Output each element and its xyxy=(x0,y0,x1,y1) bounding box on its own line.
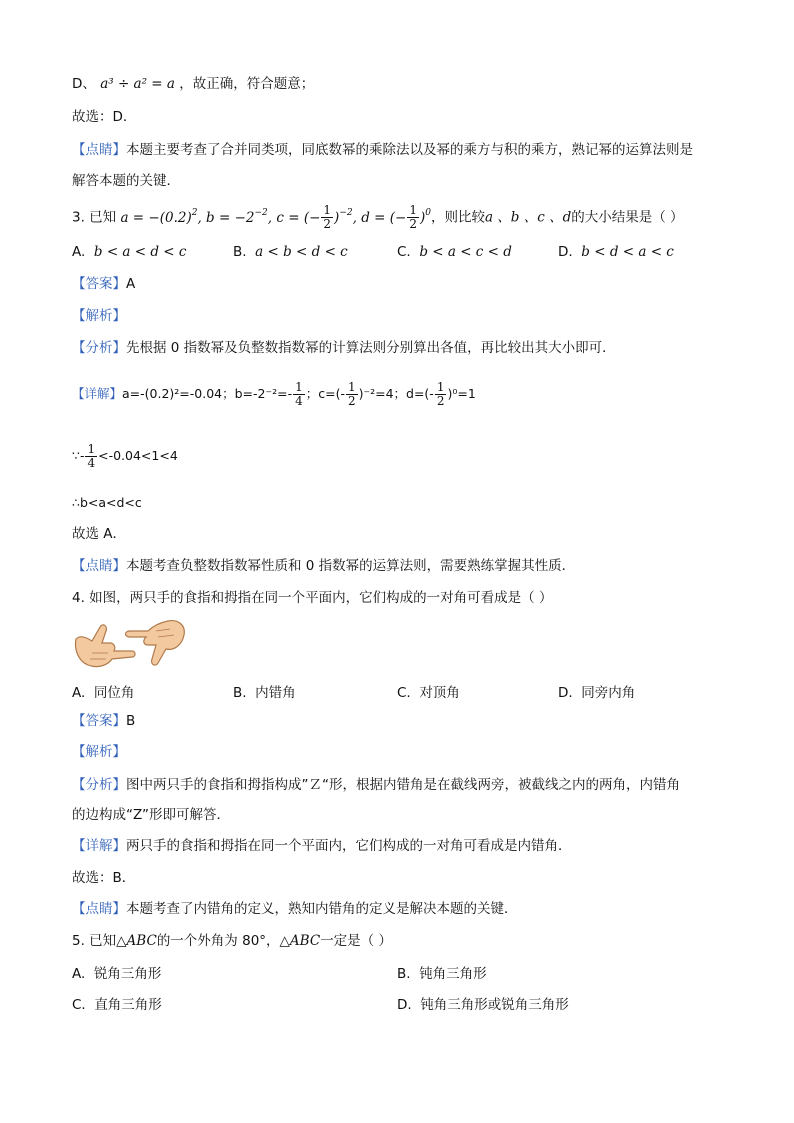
hands-figure xyxy=(72,617,188,671)
fraction: $\frac{1}{2}$ xyxy=(436,380,445,408)
tag-detail: 【详解】 xyxy=(72,386,123,401)
q3-because: ∵- $\frac{1}{4}$ <-0.04<1<4 xyxy=(72,442,178,470)
q3-stem: 3. 已知 $a = -(0.2)^2$, $b = -2^{-2}$, c = (− $\frac{1}{2}$ )$^{-2}$, d = (− $\frac{1}{2}$ )$^0$，则比较a 、b 、c 、d的大小结果是（ ） xyxy=(72,203,684,231)
tag-dianjing: 【点睛】 xyxy=(72,142,126,158)
q5-stem: 5. 已知△ABC的一个外角为 80°，△ABC一定是（ ） xyxy=(72,933,392,949)
tag-fenxi: 【分析】 xyxy=(72,777,126,793)
q3-fenxi: 【分析】先根据 0 指数幂及负整数指数幂的计算法则分别算出各值，再比较出其大小即可． xyxy=(72,340,616,356)
fraction: $\frac{1}{4}$ xyxy=(295,380,303,408)
q3-analysis-heading xyxy=(72,306,734,326)
q3-answer: 【答案】A xyxy=(72,276,136,292)
tag-fenxi: 【分析】 xyxy=(72,340,126,356)
fraction: $\frac{1}{2}$ xyxy=(347,380,356,408)
q4-option-c: C. 对顶角 xyxy=(397,685,460,701)
fraction: $\frac{1}{2}$ xyxy=(323,203,332,231)
tag-answer: 【答案】 xyxy=(72,276,126,292)
q4-dianjing: 【点睛】本题考查了内错角的定义，熟知内错角的定义是解决本题的关键． xyxy=(72,901,518,917)
tag-dianjing: 【点睛】 xyxy=(72,558,126,574)
fraction: $\frac{1}{2}$ xyxy=(409,203,417,231)
tag-analysis: 【解析】 xyxy=(72,744,126,760)
prev-choose-line: 故选：D． xyxy=(72,109,137,125)
q5-option-b: B. 钝角三角形 xyxy=(397,966,487,982)
q4-stem: 4. 如图，两只手的食指和拇指在同一个平面内，它们构成的一对角可看成是（ ） xyxy=(72,590,553,606)
q3-option-b: B. a < b < d < c xyxy=(233,244,348,260)
tag-answer: 【答案】 xyxy=(72,713,126,729)
q3-option-d: D. b < d < a < c xyxy=(558,244,674,260)
q5-option-c: C. 直角三角形 xyxy=(72,997,162,1013)
prev-dianjing-line-2: 解答本题的关键． xyxy=(72,173,180,189)
q4-analysis-heading xyxy=(72,742,734,762)
q4-answer: 【答案】B xyxy=(72,713,136,729)
q4-option-b: B. 内错角 xyxy=(233,685,296,701)
q5-option-d: D. 钝角三角形或锐角三角形 xyxy=(397,997,569,1013)
tag-dianjing: 【点睛】 xyxy=(72,901,126,917)
q4-fenxi: 【分析】图中两只手的食指和拇指构成”Ｚ“形，根据内错角是在截线两旁，被截线之内的两角，内错角 xyxy=(72,777,680,793)
q4-choose: 故选：B． xyxy=(72,870,136,886)
q3-choose: 故选 A． xyxy=(72,526,127,542)
q5-option-a: A. 锐角三角形 xyxy=(72,966,162,982)
fraction: $\frac{1}{4}$ xyxy=(87,442,96,470)
q3-option-c: C. b < a < c < d xyxy=(397,244,512,260)
math-expression: a³ ÷ a² = a xyxy=(100,76,175,92)
q3-detail: 【详解】a=-(0.2)²=-0.04；b=-2⁻²=- $\frac{1}{4}$ ；c=(- $\frac{1}{2}$ )⁻²=4；d=(- $\frac{1}{2}$ )⁰=1 xyxy=(72,380,476,408)
tag-analysis: 【解析】 xyxy=(72,308,126,324)
q4-detail: 【详解】两只手的食指和拇指在同一个平面内，它们构成的一对角可看成是内错角． xyxy=(72,838,572,854)
q3-option-a: A. b < a < d < c xyxy=(72,244,187,260)
tag-detail: 【详解】 xyxy=(72,838,126,854)
q4-option-d: D. 同旁内角 xyxy=(558,685,636,701)
q3-therefore: ∴b<a<d<c xyxy=(72,495,142,510)
q4-fenxi-line-2: 的边构成“Z”形即可解答． xyxy=(72,807,230,823)
prev-answer-d-line: D、 a³ ÷ a² = a ，故正确，符合题意； xyxy=(72,76,315,92)
q3-dianjing: 【点睛】本题考查负整数指数幂性质和 0 指数幂的运算法则，需要熟练掌握其性质． xyxy=(72,558,576,574)
prev-dianjing-line: 【点睛】本题主要考查了合并同类项，同底数幂的乘除法以及幂的乘方与积的乘方，熟记幂的运算法则是 xyxy=(72,142,693,158)
q4-option-a: A. 同位角 xyxy=(72,685,135,701)
